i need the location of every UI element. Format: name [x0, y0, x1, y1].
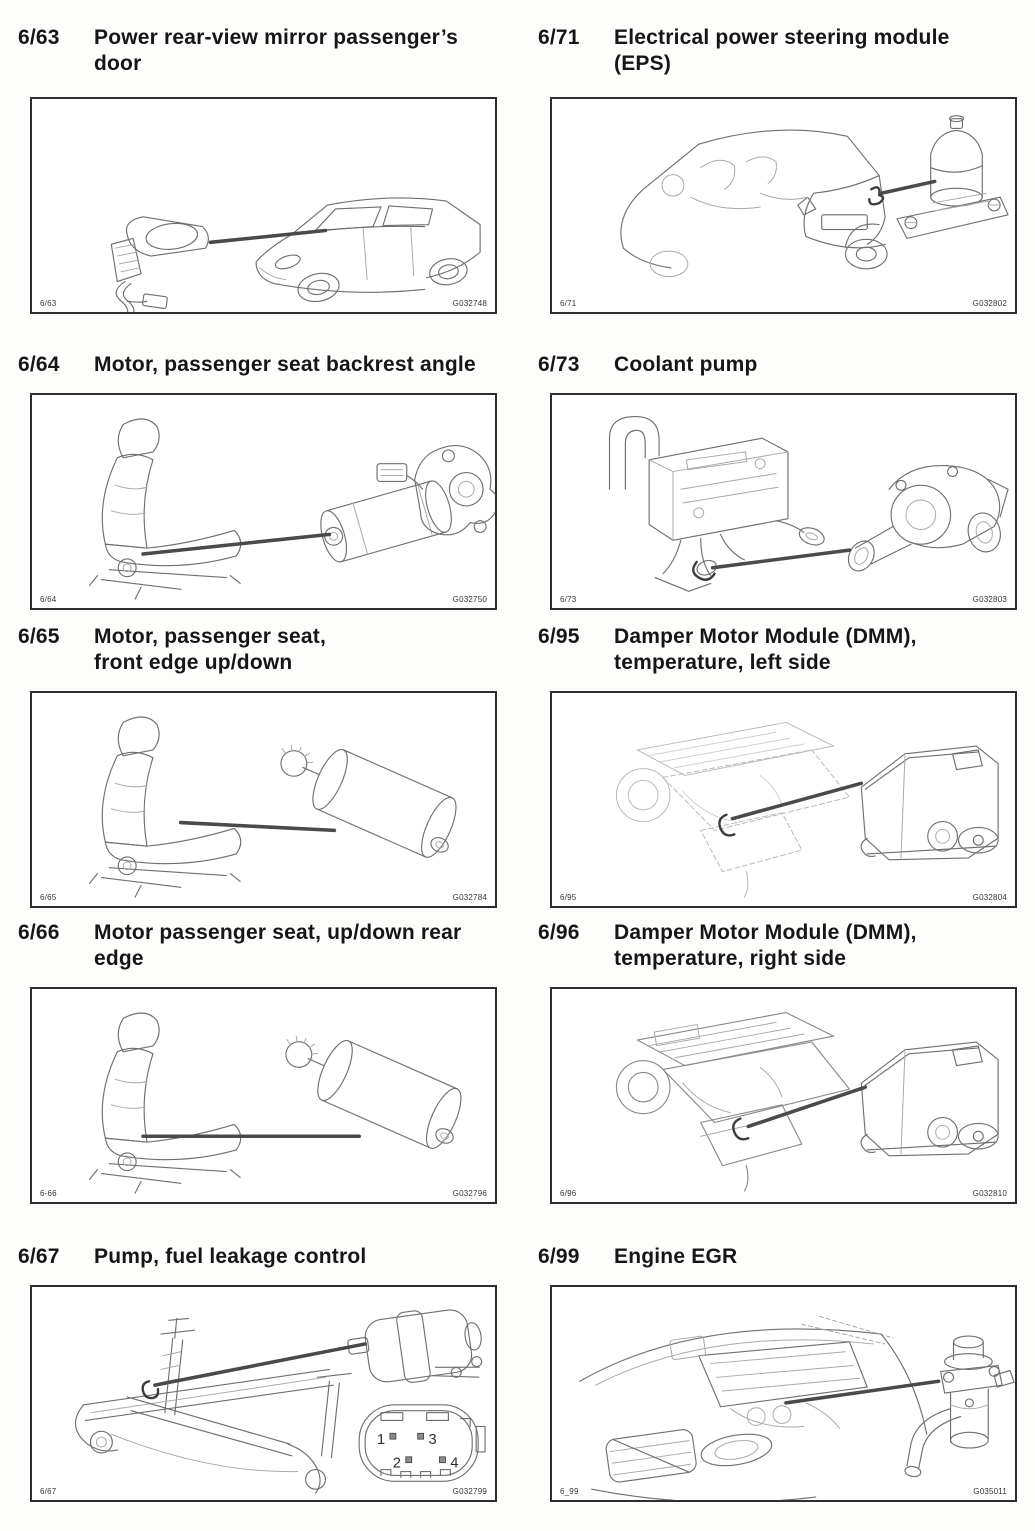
figure-6-95: [538, 624, 1017, 908]
damper-motor-drawing: [861, 746, 998, 860]
figure-row-3: [18, 624, 1017, 908]
figure-number: 6/65: [18, 625, 60, 648]
figure-number: 6/63: [18, 26, 60, 49]
figure-heading: [538, 624, 1017, 676]
figure-heading: [538, 25, 1017, 77]
figure-corner-label: 6/71: [560, 299, 577, 308]
hvac-unit-drawing: [616, 722, 849, 897]
figure-6-66: [18, 920, 497, 1204]
figure-number: 6/96: [538, 921, 580, 944]
figure-title: Motor, passenger seat, front edge up/down: [94, 625, 326, 674]
figure-number: 6/71: [538, 26, 580, 49]
figure-heading: [18, 920, 497, 972]
figure-heading: [538, 920, 1017, 972]
figure-6-63: [18, 25, 497, 314]
figure-number: 6/73: [538, 353, 580, 376]
engine-bay-drawing: [580, 1316, 927, 1500]
figure-title: Damper Motor Module (DMM), temperature, right side: [614, 921, 917, 970]
figure-corner-code: G032799: [452, 1487, 487, 1496]
figure-corner-label: 6/96: [560, 1189, 577, 1198]
figure-6-99: [538, 1244, 1017, 1502]
figure-corner-code: G032750: [452, 595, 487, 604]
door-mirror-and-car-illustration: [32, 99, 495, 312]
figure-heading: [18, 352, 497, 378]
figure-frame: [30, 987, 497, 1204]
figure-6-71: [538, 25, 1017, 314]
figure-frame: [30, 1285, 497, 1502]
seat-drawing: [90, 419, 241, 599]
figure-corner-code: G032810: [972, 1189, 1007, 1198]
figure-title: Coolant pump: [614, 353, 758, 376]
figure-number: 6/64: [18, 353, 60, 376]
heater-coolant-pump-illustration: [552, 395, 1015, 608]
rear-axle-pump-connector-illustration: [32, 1287, 495, 1500]
car-rear-eps-illustration: [552, 99, 1015, 312]
leader-line: [181, 823, 335, 831]
pin-label-4: 4: [450, 1455, 459, 1472]
pin-label-3: 3: [428, 1432, 437, 1449]
motor-drawing: [316, 446, 495, 565]
mirror-drawing: [111, 217, 208, 312]
figure-corner-label: 6/73: [560, 595, 577, 604]
figure-frame: [550, 97, 1017, 314]
figure-corner-code: G032748: [452, 299, 487, 308]
figure-heading: [538, 1244, 1017, 1270]
figure-corner-label: 6/67: [40, 1487, 57, 1496]
seat-backrest-motor-illustration: [32, 395, 495, 608]
egr-valve-drawing: [904, 1336, 1014, 1478]
figure-title: Motor, passenger seat backrest angle: [94, 353, 476, 376]
figure-title: Damper Motor Module (DMM), temperature, left side: [614, 625, 917, 674]
figure-row-1: [18, 25, 1017, 314]
damper-motor-drawing: [861, 1042, 998, 1156]
figure-corner-label: 6/63: [40, 299, 57, 308]
figure-number: 6/67: [18, 1245, 60, 1268]
figure-title: Pump, fuel leakage control: [94, 1245, 367, 1268]
figure-heading: [538, 352, 1017, 378]
figure-corner-code: G032803: [972, 595, 1007, 604]
figure-corner-code: G032784: [452, 893, 487, 902]
engine-bay-egr-illustration: [552, 1287, 1015, 1500]
motor-drawing: [265, 727, 467, 864]
figure-number: 6/95: [538, 625, 580, 648]
figure-corner-label: 6/95: [560, 893, 577, 902]
figure-corner-label: 6-66: [40, 1189, 57, 1198]
rear-axle-drawing: [76, 1318, 352, 1493]
car-drawing: [256, 198, 480, 305]
figure-corner-label: 6/65: [40, 893, 57, 902]
figure-corner-label: 6/64: [40, 595, 57, 604]
figure-6-64: [18, 352, 497, 610]
hvac-damper-motor-right-illustration: [552, 989, 1015, 1202]
leader-line: [143, 534, 329, 554]
figure-row-2: [18, 352, 1017, 610]
figure-heading: [18, 25, 497, 77]
figure-6-65: [18, 624, 497, 908]
figure-heading: [18, 624, 497, 676]
figure-title: Engine EGR: [614, 1245, 738, 1268]
figure-title: Electrical power steering module (EPS): [614, 26, 950, 75]
coolant-pump-drawing: [843, 466, 1008, 576]
figure-corner-code: G035011: [973, 1487, 1007, 1496]
hvac-damper-motor-left-illustration: [552, 693, 1015, 906]
figure-heading: [18, 1244, 497, 1270]
hvac-unit-drawing: [616, 1013, 849, 1192]
figure-row-5: [18, 1244, 1017, 1502]
pin-label-1: 1: [376, 1432, 386, 1449]
figure-corner-label: 6_99: [560, 1487, 579, 1496]
figure-number: 6/99: [538, 1245, 580, 1268]
figure-frame: [30, 691, 497, 908]
eps-module-drawing: [897, 116, 1008, 239]
leader-line: [732, 783, 861, 818]
pump-drawing: [345, 1302, 487, 1394]
leader-line: [748, 1087, 865, 1126]
location-marker: [733, 1119, 748, 1140]
heater-unit-drawing: [610, 417, 827, 592]
leader-line: [881, 181, 935, 193]
figure-6-73: [538, 352, 1017, 610]
connector-pinout-drawing: [359, 1405, 485, 1482]
figure-frame: [30, 97, 497, 314]
figure-title: Motor passenger seat, up/down rear edge: [94, 921, 462, 970]
seat-cylinder-motor-illustration: [32, 693, 495, 906]
figure-6-96: [538, 920, 1017, 1204]
figure-number: 6/66: [18, 921, 60, 944]
figure-row-4: [18, 920, 1017, 1204]
car-drawing: [621, 130, 887, 277]
seat-drawing: [90, 1013, 241, 1193]
figure-corner-code: G032796: [452, 1189, 487, 1198]
figure-title: Power rear-view mirror passenger’s door: [94, 26, 458, 75]
figure-frame: [550, 987, 1017, 1204]
figure-frame: [550, 393, 1017, 610]
leader-line: [210, 231, 325, 243]
figure-corner-code: G032804: [972, 893, 1007, 902]
figure-frame: [550, 1285, 1017, 1502]
pin-label-2: 2: [392, 1455, 401, 1472]
figure-frame: [30, 393, 497, 610]
leader-line: [786, 1381, 939, 1403]
seat-drawing: [90, 717, 241, 897]
motor-drawing: [270, 1018, 472, 1155]
figure-6-67: [18, 1244, 497, 1502]
figure-corner-code: G032802: [972, 299, 1007, 308]
seat-cylinder-motor-illustration: [32, 989, 495, 1202]
figure-frame: [550, 691, 1017, 908]
